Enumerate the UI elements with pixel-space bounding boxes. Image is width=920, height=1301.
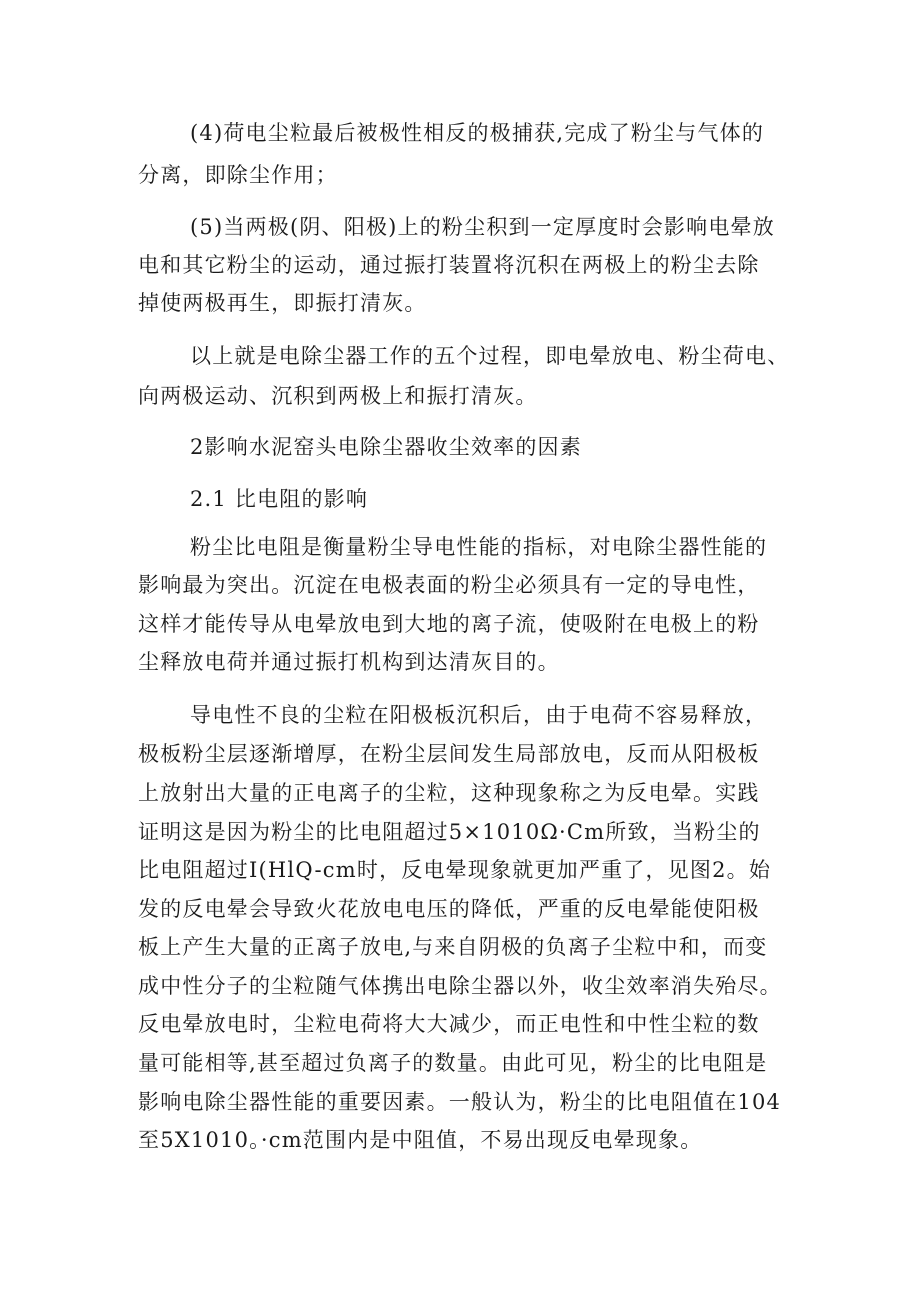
text-line: 板上产生大量的正离子放电,与来自阴极的负离子尘粒中和，而变 [138,935,768,959]
text-line: 影响最为突出。沉淀在电极表面的粉尘必须具有一定的导电性， [138,573,760,597]
text-line: 这样才能传导从电晕放电到大地的离子流，使吸附在电极上的粉 [138,612,760,636]
text-line: 证明这是因为粉尘的比电阻超过5×1010Ω·Cm所致，当粉尘的 [138,820,761,844]
text-line: 掉使两极再生，即振打清灰。 [138,291,427,315]
text-line: 至5X1010。·cm范围内是中阻值，不易出现反电晕现象。 [138,1128,703,1152]
text-line: 向两极运动、沉积到两极上和振打清灰。 [138,384,538,408]
text-line: 发的反电晕会导致火花放电电压的降低，严重的反电晕能使阳极 [138,897,760,921]
text-line: 粉尘比电阻是衡量粉尘导电性能的指标，对电除尘器性能的 [190,535,768,559]
text-line: 导电性不良的尘粒在阳极板沉积后，由于电荷不容易释放， [190,703,768,727]
text-line: (4)荷电尘粒最后被极性相反的极捕获,完成了粉尘与气体的 [190,121,765,145]
text-line: 影响电除尘器性能的重要因素。一般认为，粉尘的比电阻值在104 [138,1090,782,1114]
text-line: 以上就是电除尘器工作的五个过程，即电晕放电、粉尘荷电、 [190,344,790,368]
section-heading: 2影响水泥窑头电除尘器收尘效率的因素 [190,435,582,459]
text-line: 反电晕放电时，尘粒电荷将大大减少，而正电性和中性尘粒的数 [138,1012,760,1036]
subsection-heading: 2.1 比电阻的影响 [190,487,369,511]
text-line: 极板粉尘层逐渐增厚，在粉尘层间发生局部放电，反而从阳极板 [138,742,760,766]
text-line: 上放射出大量的正电离子的尘粒，这种现象称之为反电晕。实践 [138,781,760,805]
text-line: 比电阻超过I(HlQ-cm时，反电晕现象就更加严重了，见图2。始 [138,858,772,882]
text-line: (5)当两极(阴、阳极)上的粉尘积到一定厚度时会影响电晕放 [190,215,775,239]
text-line: 量可能相等,甚至超过负离子的数量。由此可见，粉尘的比电阻是 [138,1051,768,1075]
text-line: 电和其它粉尘的运动，通过振打装置将沉积在两极上的粉尘去除 [138,253,760,277]
text-line: 分离，即除尘作用； [138,163,338,187]
text-line: 尘释放电荷并通过振打机构到达清灰目的。 [138,650,560,674]
text-line: 成中性分子的尘粒随气体携出电除尘器以外，收尘效率消失殆尽。 [138,974,782,998]
